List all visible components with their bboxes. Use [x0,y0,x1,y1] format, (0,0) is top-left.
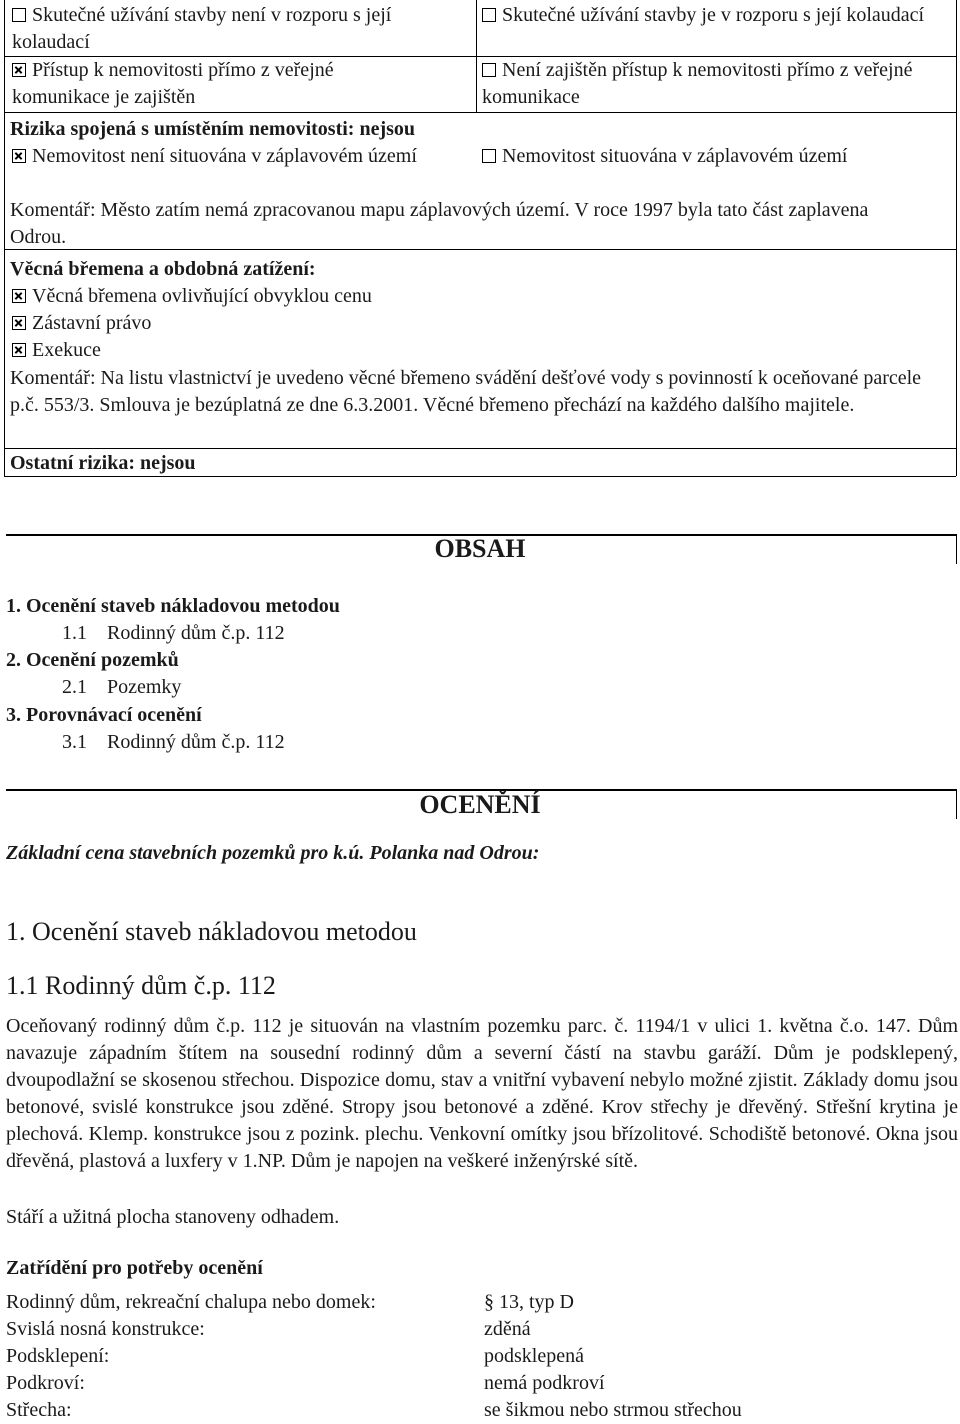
checkbox-empty-icon [482,63,496,77]
table-border-left [4,0,5,476]
table-rule [4,448,956,449]
ostatni-rizika: Ostatní rizika: nejsou [10,452,196,474]
checkbox-empty-icon [482,149,496,163]
option-label: Exekuce [32,339,101,361]
option-label: Skutečné užívání stavby je v rozporu s její kolaudací [502,4,925,26]
zatrideni-label: Podsklepení: [6,1345,110,1367]
option-label: Přístup k nemovitosti přímo z veřejné komunikace je zajištěn [12,59,334,108]
toc-item[interactable]: 1.1 Rodinný dům č.p. 112 [62,622,285,644]
zatrideni-value: § 13, typ D [484,1291,574,1313]
section-heading-1-1: 1.1 Rodinný dům č.p. 112 [6,971,276,1000]
kolaudace-ok-option [12,2,470,56]
table-divider-mid-1 [476,0,477,56]
zatrideni-value: nemá podkroví [484,1372,605,1394]
checkbox-checked-icon [12,289,26,303]
option-label: Nemovitost situována v záplavovém území [502,145,848,167]
bremena-item [12,310,151,337]
checkbox-checked-icon [12,316,26,330]
pristup-zajisten-option [12,57,432,111]
zatrideni-value: se šikmou nebo strmou střechou [484,1399,742,1421]
option-label: Nemovitost není situována v záplavovém území [32,145,417,167]
checkbox-checked-icon [12,63,26,77]
checkbox-empty-icon [482,8,496,22]
toc-item[interactable]: 2. Ocenění pozemků [6,649,179,671]
table-border-right [956,0,957,476]
komentar-bremena: Komentář: Na listu vlastnictví je uvedeno věcné břemeno svádění dešťové vody s povinností k oceňované parcele p.č. 553/3. Smlouva je bezúplatná ze dne 6.3.2001. Věcné břemeno přechází na každého dalšího majitele. [10,367,922,416]
zatrideni-label: Rodinný dům, rekreační chalupa nebo domek: [6,1291,376,1313]
obsah-title: OBSAH [434,534,526,563]
komentar-zaplava: Komentář: Město zatím nemá zpracovanou mapu záplavových území. V roce 1997 byla tato část zaplavena Odrou. [10,199,869,248]
bremena-item [12,337,101,364]
toc-item[interactable]: 3.1 Rodinný dům č.p. 112 [62,731,285,753]
option-label: Není zajištěn přístup k nemovitosti přímo z veřejné komunikace [482,59,913,108]
toc-item[interactable]: 1. Ocenění staveb nákladovou metodou [6,595,340,617]
bremena-item [12,283,372,310]
zatrideni-value: podsklepená [484,1345,584,1367]
zatrideni-label: Podkroví: [6,1372,85,1394]
checkbox-empty-icon [12,8,26,22]
zatrideni-value: zděná [484,1318,531,1340]
table-divider-mid-2 [476,56,477,112]
bremena-heading: Věcná břemena a obdobná zatížení: [10,258,316,280]
pristup-nezajisten-option [482,57,932,111]
popis-paragraph: Oceňovaný rodinný dům č.p. 112 je situován na vlastním pozemku parc. č. 1194/1 v ulici 1. května č.o. 147. Dům navazuje západním štítem na sousední rodinný dům a severní částí na stavbu garáží. Dům je podsklepený, dvoupodlažní se skosenou střechou. Dispozice domu, stav a vnitřní vybavení nebylo možné zjistit. Základy domu jsou betonové, svislé konstrukce jsou zděné. Stropy jsou betonové a zděné. Krov střechy je dřevěný. Střešní krytina je plechová. Klemp. konstrukce jsou z pozink. plechu. Venkovní omítky jsou břízolitové. Schodiště betonové. Okna jsou dřevěná, plastová a luxfery v 1.NP. Dům je napojen na veškeré inženýrské sítě. [6,1015,958,1172]
zatrideni-label: Střecha: [6,1399,72,1421]
stari-note: Stáří a užitná plocha stanoveny odhadem. [6,1206,340,1228]
zakladni-cena-heading: Základní cena stavebních pozemků pro k.ú. Polanka nad Odrou: [6,842,540,864]
toc-item[interactable]: 2.1 Pozemky [62,676,182,698]
oceneni-title: OCENĚNÍ [419,790,541,819]
option-label: Zástavní právo [32,312,152,334]
zatrideni-heading: Zatřídění pro potřeby ocenění [6,1257,263,1279]
option-label: Skutečné užívání stavby není v rozporu s její kolaudací [12,4,392,53]
toc-item[interactable]: 3. Porovnávací ocenění [6,704,202,726]
zaplava-ano-option [482,143,942,170]
section-heading-1: 1. Ocenění staveb nákladovou metodou [6,917,417,946]
table-rule [4,112,956,113]
option-label: Věcná břemena ovlivňující obvyklou cenu [32,285,372,307]
checkbox-checked-icon [12,149,26,163]
checkbox-checked-icon [12,343,26,357]
rizika-heading: Rizika spojená s umístěním nemovitosti: nejsou [10,118,416,140]
kolaudace-conflict-option [482,2,942,29]
zatrideni-label: Svislá nosná konstrukce: [6,1318,205,1340]
zaplava-ne-option [12,143,442,170]
